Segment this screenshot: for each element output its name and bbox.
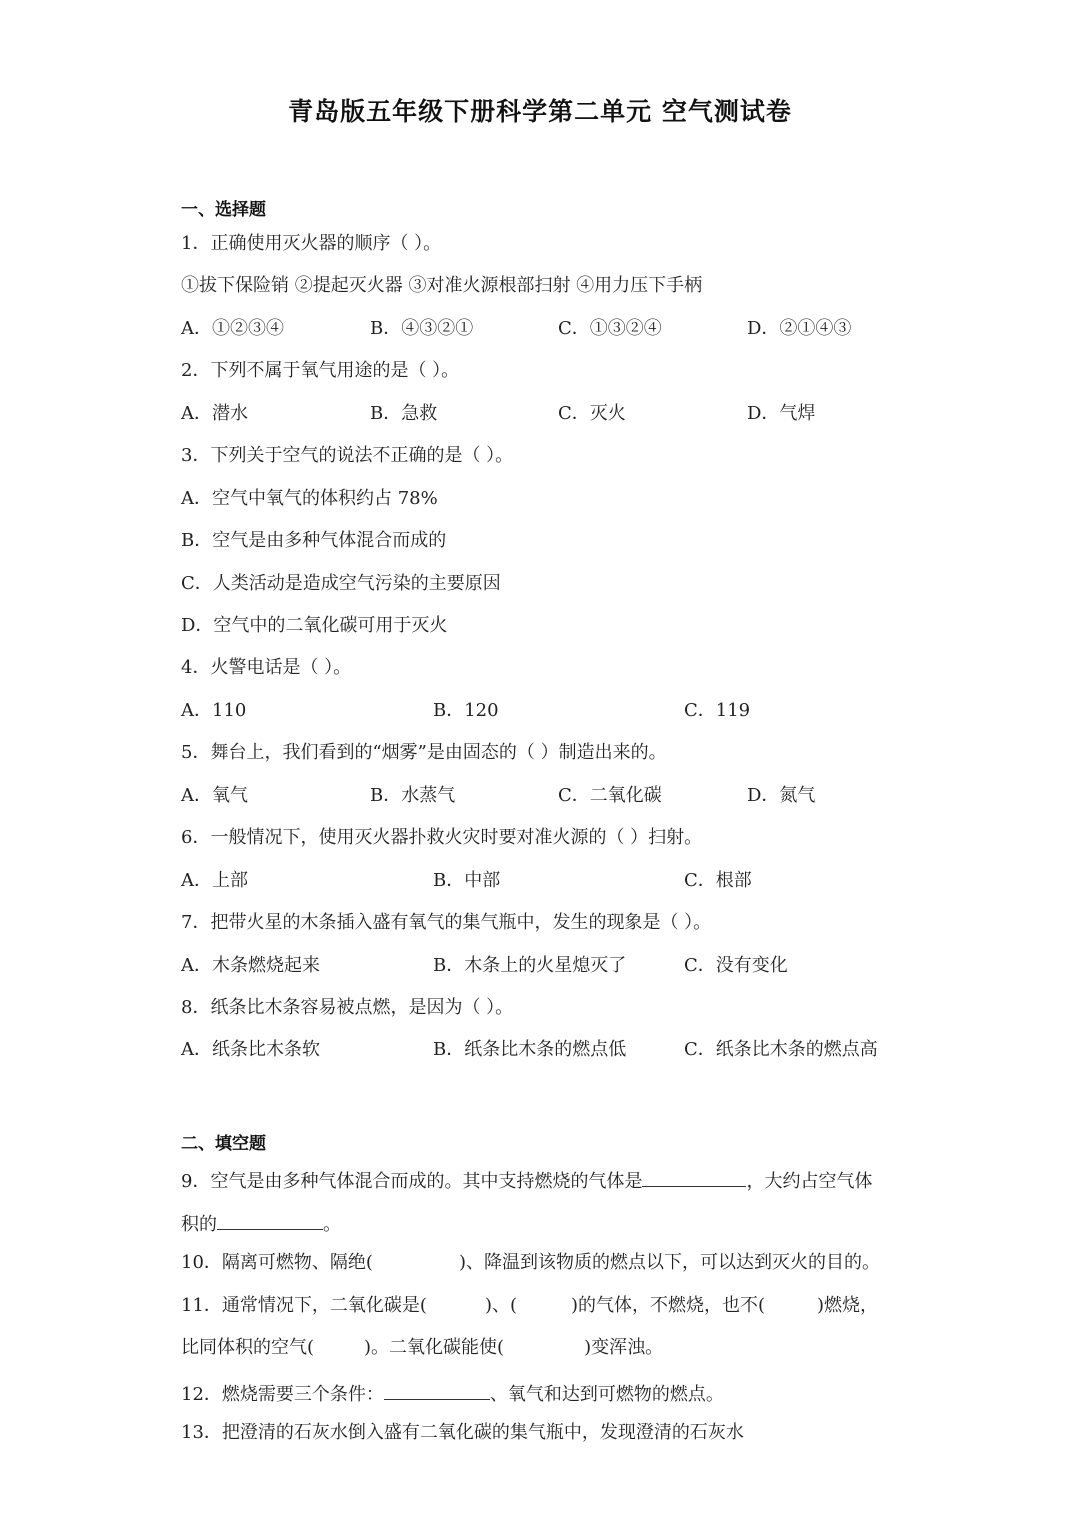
question-2-option-d: D．气焊 [747,403,816,424]
question-10-text-2: )、降温到该物质的燃点以下，可以达到灭火的目的。 [458,1252,880,1273]
question-7-option-b: B．木条上的火星熄灭了 [433,955,627,976]
question-12-text-1: 12．燃烧需要三个条件： [181,1384,384,1405]
question-1-option-a: A．①②③④ [181,318,284,339]
question-6-option-a: A．上部 [181,870,248,891]
question-3-stem: 3．下列关于空气的说法不正确的是（ ）。 [181,445,514,466]
question-10-text-1: 10．隔离可燃物、隔绝( [181,1252,373,1273]
question-9-blank-1[interactable] [642,1166,746,1187]
question-11-text-6: )。二氧化碳能使( [364,1337,505,1358]
question-9-text-1: 9．空气是由多种气体混合而成的。其中支持燃烧的气体是 [181,1171,643,1192]
question-4-stem: 4．火警电话是（ ）。 [181,657,352,678]
question-1-steps: ①拔下保险销 ②提起灭火器 ③对准火源根部扫射 ④用力压下手柄 [181,275,703,296]
question-8-option-a: A．纸条比木条软 [181,1039,320,1060]
question-9-line-2 [181,1209,341,1237]
question-5-option-b: B．水蒸气 [370,785,456,806]
question-6-option-b: B．中部 [433,870,501,891]
question-11-text-4: )燃烧， [817,1295,879,1316]
question-1-stem: 1．正确使用灭火器的顺序（ ）。 [181,233,442,254]
question-4-option-a: A．110 [181,700,247,721]
question-11-text-7: )变浑浊。 [584,1337,664,1358]
question-9-blank-2[interactable] [217,1209,323,1230]
question-11-line-2 [181,1336,663,1360]
question-7-option-a: A．木条燃烧起来 [181,955,320,976]
question-11-line-1 [181,1294,878,1318]
question-12-blank-1[interactable] [384,1379,490,1400]
question-1-option-d: D．②①④③ [747,318,852,339]
question-12-text-2: 、氧气和达到可燃物的燃点。 [489,1384,724,1405]
question-2-option-c: C．灭火 [558,403,626,424]
question-7-stem: 7．把带火星的木条插入盛有氧气的集气瓶中，发生的现象是（ ）。 [181,912,712,933]
section-heading-choice: 一、选择题 [181,200,266,220]
question-11-text-5: 比同体积的空气( [181,1337,315,1358]
question-5-option-d: D．氮气 [747,785,816,806]
question-3-option-c: C．人类活动是造成空气污染的主要原因 [181,573,501,594]
question-9-text-3: 积的 [181,1214,217,1235]
question-5-option-a: A．氧气 [181,785,248,806]
question-9-text-4: 。 [323,1214,341,1235]
question-8-stem: 8．纸条比木条容易被点燃，是因为（ ）。 [181,997,514,1018]
question-8-option-b: B．纸条比木条的燃点低 [433,1039,627,1060]
question-2-option-a: A．潜水 [181,403,248,424]
question-11-text-1: 11．通常情况下，二氧化碳是( [181,1295,427,1316]
question-6-stem: 6．一般情况下，使用灭火器扑救火灾时要对准火源的（ ）扫射。 [181,827,703,848]
question-3-option-d: D．空气中的二氧化碳可用于灭火 [181,615,448,636]
question-11-text-3: )的气体，不燃烧，也不( [570,1295,766,1316]
question-7-option-c: C．没有变化 [684,955,788,976]
question-11-text-2: )、( [484,1295,517,1316]
question-9-text-2: ，大约占空气体 [746,1171,873,1192]
question-9-line-1 [181,1166,872,1194]
question-13-text-1: 13．把澄清的石灰水倒入盛有二氧化碳的集气瓶中，发现澄清的石灰水 [181,1422,744,1443]
question-4-option-c: C．119 [684,700,751,721]
question-2-stem: 2．下列不属于氧气用途的是（ ）。 [181,360,460,381]
question-2-option-b: B．急救 [370,403,438,424]
question-5-stem: 5．舞台上，我们看到的“烟雾”是由固态的（ ）制造出来的。 [181,742,667,763]
question-1-option-c: C．①③②④ [558,318,662,339]
section-heading-fill: 二、填空题 [181,1134,266,1154]
question-4-option-b: B．120 [433,700,499,721]
question-13-line [181,1421,744,1445]
question-8-option-c: C．纸条比木条的燃点高 [684,1039,878,1060]
question-6-option-c: C．根部 [684,870,752,891]
question-3-option-a: A．空气中氧气的体积约占 78% [181,488,438,509]
page-title: 青岛版五年级下册科学第二单元 空气测试卷 [288,97,792,126]
question-12-line [181,1379,724,1407]
question-1-option-b: B．④③②① [370,318,474,339]
question-3-option-b: B．空气是由多种气体混合而成的 [181,530,447,551]
question-10-line [181,1251,880,1275]
question-5-option-c: C．二氧化碳 [558,785,662,806]
